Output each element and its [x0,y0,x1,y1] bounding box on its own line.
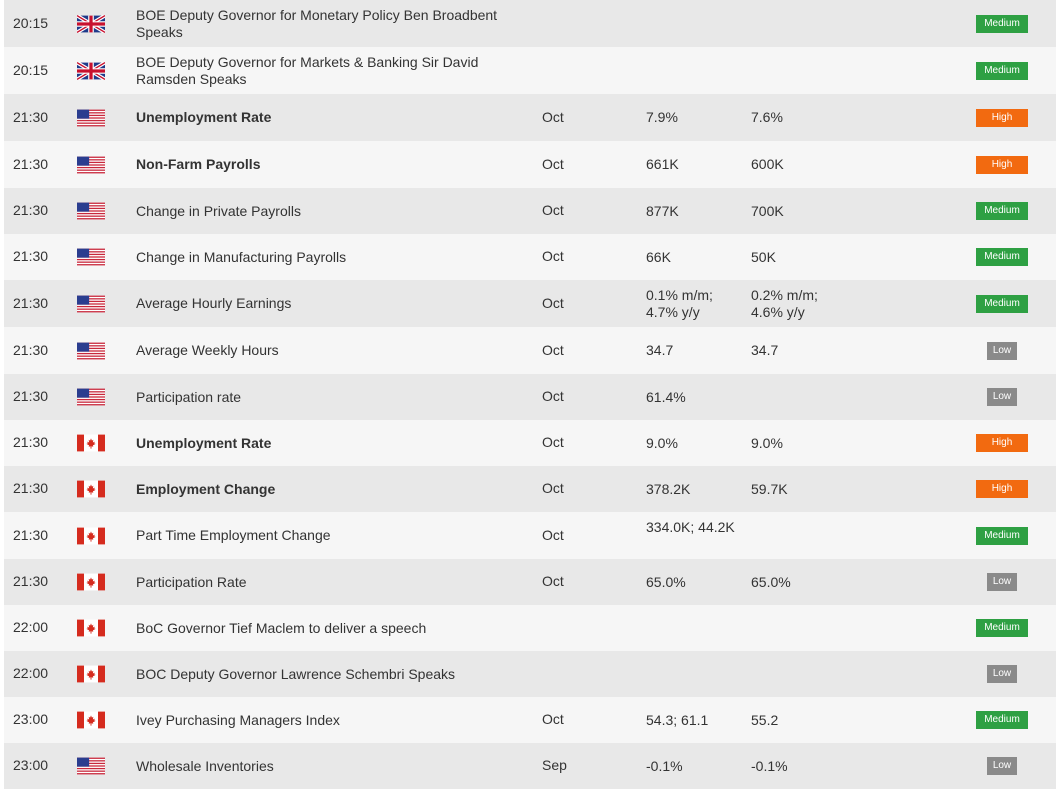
event-time: 22:00 [13,665,49,681]
importance-badge: Medium [976,202,1028,220]
importance-badge: Medium [976,711,1028,729]
event-period: Oct [542,108,564,125]
importance-badge: High [976,109,1028,127]
importance-badge: Medium [976,295,1028,313]
table-row[interactable] [4,512,1056,559]
event-forecast: 600K [751,156,784,172]
event-name: Part Time Employment Change [136,527,331,543]
event-actual: 378.2K [646,480,691,497]
table-row[interactable] [4,188,1056,234]
event-name: Employment Change [136,480,276,497]
us-flag-icon [77,388,105,406]
event-name: Average Hourly Earnings [136,295,292,311]
event-forecast: 7.6% [751,109,783,125]
event-actual: 7.9% [646,109,678,125]
event-name: Unemployment Rate [136,434,272,451]
importance-badge: Medium [976,248,1028,266]
uk-flag-icon [77,62,105,80]
event-forecast: 55.2 [751,711,779,728]
us-flag-icon [77,109,105,127]
importance-badge: Medium [976,527,1028,545]
event-forecast: 50K [751,248,776,265]
table-row[interactable] [4,374,1056,420]
table-row[interactable] [4,651,1056,697]
event-time: 21:30 [13,526,49,543]
event-period: Oct [542,202,564,218]
event-name: Unemployment Rate [136,109,272,125]
importance-badge: Low [987,388,1017,406]
table-row[interactable] [4,47,1056,94]
event-name: Change in Manufacturing Payrolls [136,248,347,265]
event-name: Ivey Purchasing Managers Index [136,711,340,728]
event-period: Oct [542,573,564,589]
ca-flag-icon [77,434,105,452]
us-flag-icon [77,342,105,360]
importance-badge: High [976,156,1028,174]
event-name: Non-Farm Payrolls [136,156,261,172]
table-row[interactable] [4,327,1056,374]
event-name: Change in Private Payrolls [136,202,301,219]
event-period: Oct [542,388,564,404]
table-row[interactable] [4,94,1056,141]
event-forecast: 700K [751,202,784,219]
event-forecast: 59.7K [751,480,788,497]
event-time: 21:30 [13,480,49,496]
table-row[interactable] [4,420,1056,466]
event-time: 23:00 [13,711,49,727]
event-actual: 0.1% m/m; 4.7% y/y [646,286,713,320]
event-actual: 54.3; 61.1 [646,711,709,728]
event-forecast: 0.2% m/m; 4.6% y/y [751,286,818,320]
table-row[interactable] [4,466,1056,512]
event-name: BoC Governor Tief Maclem to deliver a speech [136,619,427,636]
event-name: Average Weekly Hours [136,342,279,358]
event-actual: 9.0% [646,434,678,451]
importance-badge: Low [987,573,1017,591]
ca-flag-icon [77,619,105,637]
table-row[interactable] [4,559,1056,605]
event-time: 21:30 [13,294,49,311]
us-flag-icon [77,202,105,220]
table-row[interactable] [4,234,1056,280]
event-name: Participation Rate [136,573,247,590]
table-row[interactable] [4,141,1056,188]
event-time: 21:30 [13,434,49,450]
event-forecast: 9.0% [751,434,783,451]
event-time: 21:30 [13,108,49,125]
event-time: 22:00 [13,619,49,635]
event-period: Sep [542,757,567,773]
event-period: Oct [542,294,564,311]
event-actual: 661K [646,156,679,172]
event-actual: 66K [646,248,671,265]
ca-flag-icon [77,665,105,683]
event-actual: 334.0K; 44.2K [646,518,735,535]
table-row[interactable] [4,0,1056,47]
event-name: BOC Deputy Governor Lawrence Schembri Speaks [136,665,456,682]
event-time: 21:30 [13,202,49,218]
event-actual: 65.0% [646,573,686,590]
us-flag-icon [77,295,105,313]
event-forecast: 34.7 [751,342,779,358]
event-time: 21:30 [13,155,49,172]
event-name: BOE Deputy Governor for Markets & Banking Sir David Ramsden Speaks [136,53,479,87]
table-row[interactable] [4,280,1056,327]
event-name: BOE Deputy Governor for Monetary Policy Ben Broadbent Speaks [136,6,498,40]
ca-flag-icon [77,480,105,498]
event-forecast: 65.0% [751,573,791,590]
event-name: Participation rate [136,388,242,405]
event-time: 23:00 [13,757,49,773]
event-period: Oct [542,480,564,496]
event-period: Oct [542,248,564,264]
uk-flag-icon [77,15,105,33]
importance-badge: Low [987,342,1017,360]
importance-badge: Medium [976,62,1028,80]
event-actual: -0.1% [646,757,683,774]
event-period: Oct [542,711,564,727]
event-period: Oct [542,341,564,358]
event-forecast: -0.1% [751,757,788,774]
ca-flag-icon [77,527,105,545]
table-row[interactable] [4,743,1056,789]
importance-badge: Low [987,665,1017,683]
event-actual: 34.7 [646,342,674,358]
importance-badge: Medium [976,15,1028,33]
event-time: 20:15 [13,14,49,31]
ca-flag-icon [77,573,105,591]
event-period: Oct [542,155,564,172]
table-row[interactable] [4,605,1056,651]
event-actual: 877K [646,202,679,219]
importance-badge: Medium [976,619,1028,637]
event-actual: 61.4% [646,388,686,405]
event-time: 21:30 [13,388,49,404]
importance-badge: High [976,480,1028,498]
event-time: 20:15 [13,61,49,78]
ca-flag-icon [77,711,105,729]
us-flag-icon [77,757,105,775]
event-period: Oct [542,526,564,543]
us-flag-icon [77,156,105,174]
economic-calendar-table [4,0,1056,789]
importance-badge: Low [987,757,1017,775]
table-row[interactable] [4,697,1056,743]
event-name: Wholesale Inventories [136,757,274,774]
event-time: 21:30 [13,573,49,589]
importance-badge: High [976,434,1028,452]
event-time: 21:30 [13,248,49,264]
event-time: 21:30 [13,341,49,358]
event-period: Oct [542,434,564,450]
us-flag-icon [77,248,105,266]
